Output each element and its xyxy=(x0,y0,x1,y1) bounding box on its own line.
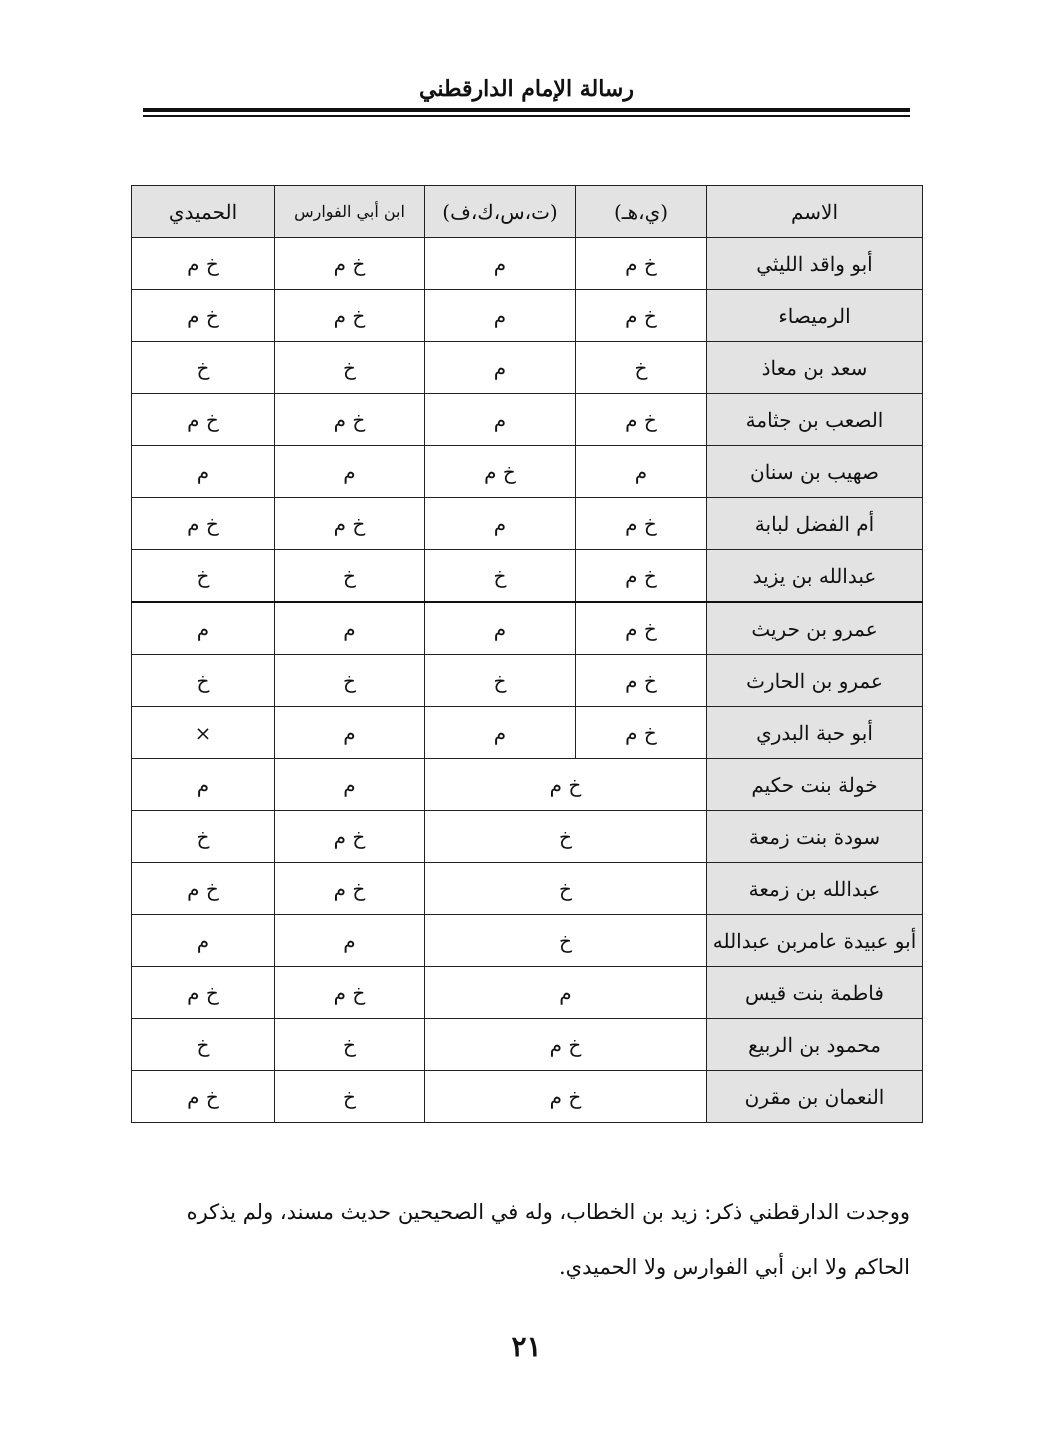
header-col4: الحميدي xyxy=(132,186,275,238)
narrator-name: أبو حبة البدري xyxy=(707,707,923,759)
narrator-name: خولة بنت حكيم xyxy=(707,759,923,811)
narrator-name: عبدالله بن يزيد xyxy=(707,550,923,603)
header-name: الاسم xyxy=(707,186,923,238)
header-rule-thick xyxy=(143,108,910,112)
cell-col4: خ م xyxy=(132,394,275,446)
cell-col3: م xyxy=(275,707,425,759)
table-row xyxy=(132,446,923,498)
cell-col1: خ م xyxy=(576,602,707,655)
cell-col2: خ xyxy=(425,655,576,707)
cell-col2: م xyxy=(425,342,576,394)
cell-col3: خ xyxy=(275,550,425,603)
cell-col4: خ م xyxy=(132,238,275,290)
cell-col1: خ م xyxy=(576,394,707,446)
cell-col4: خ م xyxy=(132,1071,275,1123)
cell-col3: خ م xyxy=(275,290,425,342)
table-row xyxy=(132,550,923,603)
cell-col4: خ xyxy=(132,342,275,394)
cell-col4: خ xyxy=(132,811,275,863)
narrator-name: صهيب بن سنان xyxy=(707,446,923,498)
cell-col3: خ xyxy=(275,1071,425,1123)
cell-col1: خ م xyxy=(576,290,707,342)
narrator-name: الصعب بن جثامة xyxy=(707,394,923,446)
cell-col4: خ xyxy=(132,550,275,603)
table-row xyxy=(132,863,923,915)
running-head: رسالة الإمام الدارقطني xyxy=(419,76,634,102)
table-row xyxy=(132,1071,923,1123)
cell-col2: خ xyxy=(425,550,576,603)
narrator-name: النعمان بن مقرن xyxy=(707,1071,923,1123)
header-rule-thin xyxy=(143,115,910,117)
cell-col4: م xyxy=(132,759,275,811)
cell-col2: م xyxy=(425,498,576,550)
cell-col3: خ xyxy=(275,1019,425,1071)
table-header-row xyxy=(132,186,923,238)
narrator-name: عبدالله بن زمعة xyxy=(707,863,923,915)
cell-col2: م xyxy=(425,394,576,446)
cell-col4: خ م xyxy=(132,863,275,915)
table-row xyxy=(132,915,923,967)
cell-col3: خ xyxy=(275,342,425,394)
cell-merged-col1-col2: خ xyxy=(425,811,707,863)
narrator-name: فاطمة بنت قيس xyxy=(707,967,923,1019)
table-row xyxy=(132,602,923,655)
cell-col4: م xyxy=(132,446,275,498)
cell-merged-col1-col2: خ م xyxy=(425,759,707,811)
cell-col4: م xyxy=(132,915,275,967)
cell-col4: خ م xyxy=(132,290,275,342)
cell-col3: خ م xyxy=(275,238,425,290)
table-row xyxy=(132,342,923,394)
narrator-name: سودة بنت زمعة xyxy=(707,811,923,863)
cell-col1: خ م xyxy=(576,550,707,603)
cell-col3: م xyxy=(275,602,425,655)
cell-col3: خ م xyxy=(275,811,425,863)
narrator-name: عمرو بن الحارث xyxy=(707,655,923,707)
cell-merged-col1-col2: م xyxy=(425,967,707,1019)
cell-col2: م xyxy=(425,707,576,759)
table-row xyxy=(132,1019,923,1071)
table-row xyxy=(132,290,923,342)
table-row xyxy=(132,707,923,759)
narrator-name: الرميصاء xyxy=(707,290,923,342)
cell-col3: م xyxy=(275,915,425,967)
cell-col4: خ xyxy=(132,1019,275,1071)
header-col2: (ت،س،ك،ف) xyxy=(425,186,576,238)
table-row xyxy=(132,759,923,811)
cell-col4: خ م xyxy=(132,967,275,1019)
header-col3: ابن أبي الفوارس xyxy=(275,186,425,238)
cell-merged-col1-col2: خ م xyxy=(425,1019,707,1071)
table-row xyxy=(132,655,923,707)
cell-col1: خ م xyxy=(576,498,707,550)
cell-merged-col1-col2: خ xyxy=(425,863,707,915)
cell-col3: خ xyxy=(275,655,425,707)
cell-col3: م xyxy=(275,759,425,811)
narrator-name: محمود بن الربيع xyxy=(707,1019,923,1071)
table-row xyxy=(132,967,923,1019)
cell-col2: م xyxy=(425,238,576,290)
cell-col1: خ م xyxy=(576,707,707,759)
page-number: ٢١ xyxy=(511,1330,542,1363)
table-row xyxy=(132,811,923,863)
cell-col4: خ م xyxy=(132,498,275,550)
table-row xyxy=(132,498,923,550)
cell-col1: خ م xyxy=(576,655,707,707)
cell-col2: م xyxy=(425,290,576,342)
narrator-name: أبو واقد الليثي xyxy=(707,238,923,290)
note-line-2: الحاكم ولا ابن أبي الفوارس ولا الحميدي. xyxy=(558,1255,910,1279)
narrators-table xyxy=(131,185,923,1123)
cell-col2: م xyxy=(425,602,576,655)
cell-merged-col1-col2: خ م xyxy=(425,1071,707,1123)
cell-col1: خ م xyxy=(576,238,707,290)
cell-col1: خ xyxy=(576,342,707,394)
cell-col3: خ م xyxy=(275,394,425,446)
closing-note xyxy=(140,1185,910,1295)
cell-col3: خ م xyxy=(275,967,425,1019)
cell-col2: خ م xyxy=(425,446,576,498)
cell-col4: خ xyxy=(132,655,275,707)
narrator-name: أبو عبيدة عامربن عبدالله xyxy=(707,915,923,967)
table-row xyxy=(132,238,923,290)
narrator-name: سعد بن معاذ xyxy=(707,342,923,394)
cell-col1: م xyxy=(576,446,707,498)
narrator-name: عمرو بن حريث xyxy=(707,602,923,655)
narrator-name: أم الفضل لبابة xyxy=(707,498,923,550)
cell-col3: خ م xyxy=(275,498,425,550)
header-col1: (ي،هـ) xyxy=(576,186,707,238)
cell-col3: خ م xyxy=(275,863,425,915)
cell-col4: × xyxy=(132,707,275,759)
note-line-1: ووجدت الدارقطني ذكر: زيد بن الخطاب، وله في الصحيحين حديث مسند، ولم يذكره xyxy=(186,1200,910,1224)
cell-col4: م xyxy=(132,602,275,655)
table-row xyxy=(132,394,923,446)
cell-col3: م xyxy=(275,446,425,498)
cell-merged-col1-col2: خ xyxy=(425,915,707,967)
